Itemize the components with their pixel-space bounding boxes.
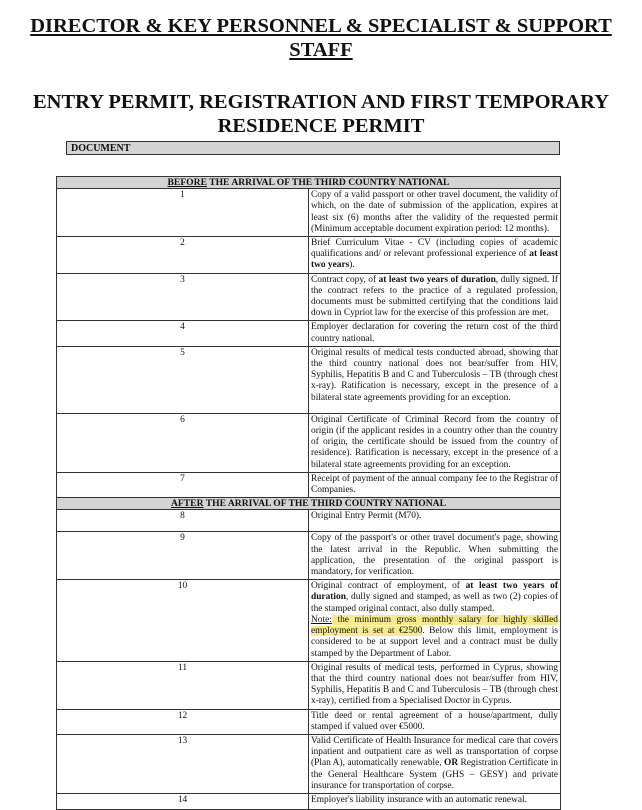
row-number: 7 [57, 472, 309, 497]
table-row [57, 237, 561, 274]
row-text: Brief Curriculum Vitae - CV (including copies of academic qualifications and/ or relevant professional experience of at least two years). [309, 237, 561, 274]
table-row [57, 793, 561, 809]
table-row [57, 532, 561, 580]
row-number: 3 [57, 273, 309, 321]
row-text: Receipt of payment of the annual company fee to the Registrar of Companies. [309, 472, 561, 497]
table-row [57, 709, 561, 734]
table-row [57, 510, 561, 532]
row-text: Contract copy, of at least two years of duration, dully signed. If the contract refers to the practice of a regulated profession, documents must be submitted certifying that the conditions laid down in Cypriot law for the exercise of this profession are met. [309, 273, 561, 321]
table-row [57, 346, 561, 413]
requirements-table [56, 176, 561, 810]
row-number: 5 [57, 346, 309, 413]
page-title: DIRECTOR & KEY PERSONNEL & SPECIALIST & SUPPORT STAFF [30, 15, 612, 61]
row-number: 14 [57, 793, 309, 809]
row-text: Employer's liability insurance with an automatic renewal. [309, 793, 561, 809]
table-row [57, 734, 561, 793]
row-number: 8 [57, 510, 309, 532]
row-number: 1 [57, 189, 309, 237]
row-number: 9 [57, 532, 309, 580]
row-number: 13 [57, 734, 309, 793]
document-column-header: DOCUMENT [66, 141, 560, 155]
row-text: Original results of medical tests, performed in Cyprus, showing that the third country national does not bear/suffer from HIV, Syphilis, Hepatitis B and C and Tuberculosis – TB (through chest x-ray), certified from a Specialised Doctor in Cyprus. [309, 661, 561, 709]
section-rest: THE ARRIVAL OF THE THIRD COUNTRY NATIONAL [203, 498, 446, 510]
row-text: Original contract of employment, of at least two years of duration, dully signed and stamped, as well as two (2) copies of the stamped original contact, also dully stamped. Note: the minimum gross monthly salary for highly skilled employment is set at €2500. Below this limit, employment is considered to be at support level and a contract must be dully stamped by the Department of Labor. [309, 580, 561, 661]
section-header-after [57, 498, 561, 510]
table-row [57, 273, 561, 321]
row-number: 6 [57, 413, 309, 472]
row-text: Original results of medical tests conducted abroad, showing that the third country national does not bear/suffer from HIV, Syphilis, Hepatitis B and C and Tuberculosis – TB (through chest x-ray). Ratification is necessary, except in the presence of a bilateral state agreements providing for an exception. [309, 346, 561, 413]
table-row [57, 580, 561, 661]
note-label: Note: [311, 614, 332, 625]
table-row [57, 413, 561, 472]
highlighted-note: the minimum gross monthly salary for highly skilled employment is set at €2500 [311, 614, 558, 637]
row-text: Copy of the passport's or other travel document's page, showing the latest arrival in the Republic. When submitting the application, the presentation of the original passport is mandatory, for verification. [309, 532, 561, 580]
section-rest: THE ARRIVAL OF THE THIRD COUNTRY NATIONAL [206, 177, 450, 188]
table-row [57, 321, 561, 346]
row-text: Valid Certificate of Health Insurance for medical care that covers inpatient and outpatient care as well as transportation of corpse (Plan A), automatically renewable, OR Registration Certificate in the General Healthcare System (GHS – GESY) and private insurance for transportation of corpse. [309, 734, 561, 793]
row-text: Employer declaration for covering the return cost of the third country national. [309, 321, 561, 346]
table-row [57, 189, 561, 237]
row-text: Original Certificate of Criminal Record from the country of origin (if the applicant resides in a country other than the country of origin, the certificate should be issued from the country of residence). Ratification is necessary, except in the presence of a bilateral state agreements providing for an exception. [309, 413, 561, 472]
row-number: 12 [57, 709, 309, 734]
row-number: 4 [57, 321, 309, 346]
row-text: Copy of a valid passport or other travel document, the validity of which, on the date of submission of the application, expires at least six (6) months after the validity of the requested permit (Minimum acceptable document expiration period: 12 months). [309, 189, 561, 237]
section-key: BEFORE [167, 177, 207, 188]
page-subtitle: ENTRY PERMIT, REGISTRATION AND FIRST TEMPORARY RESIDENCE PERMIT [32, 91, 610, 137]
row-number: 11 [57, 661, 309, 709]
row-number: 10 [57, 580, 309, 661]
section-key: AFTER [170, 498, 204, 510]
row-text: Original Entry Permit (M70). [309, 510, 561, 532]
table-row [57, 472, 561, 497]
section-header-before [57, 177, 561, 189]
table-row [57, 661, 561, 709]
row-text: Title deed or rental agreement of a house/apartment, dully stamped if valued over €5000. [309, 709, 561, 734]
row-number: 2 [57, 237, 309, 274]
